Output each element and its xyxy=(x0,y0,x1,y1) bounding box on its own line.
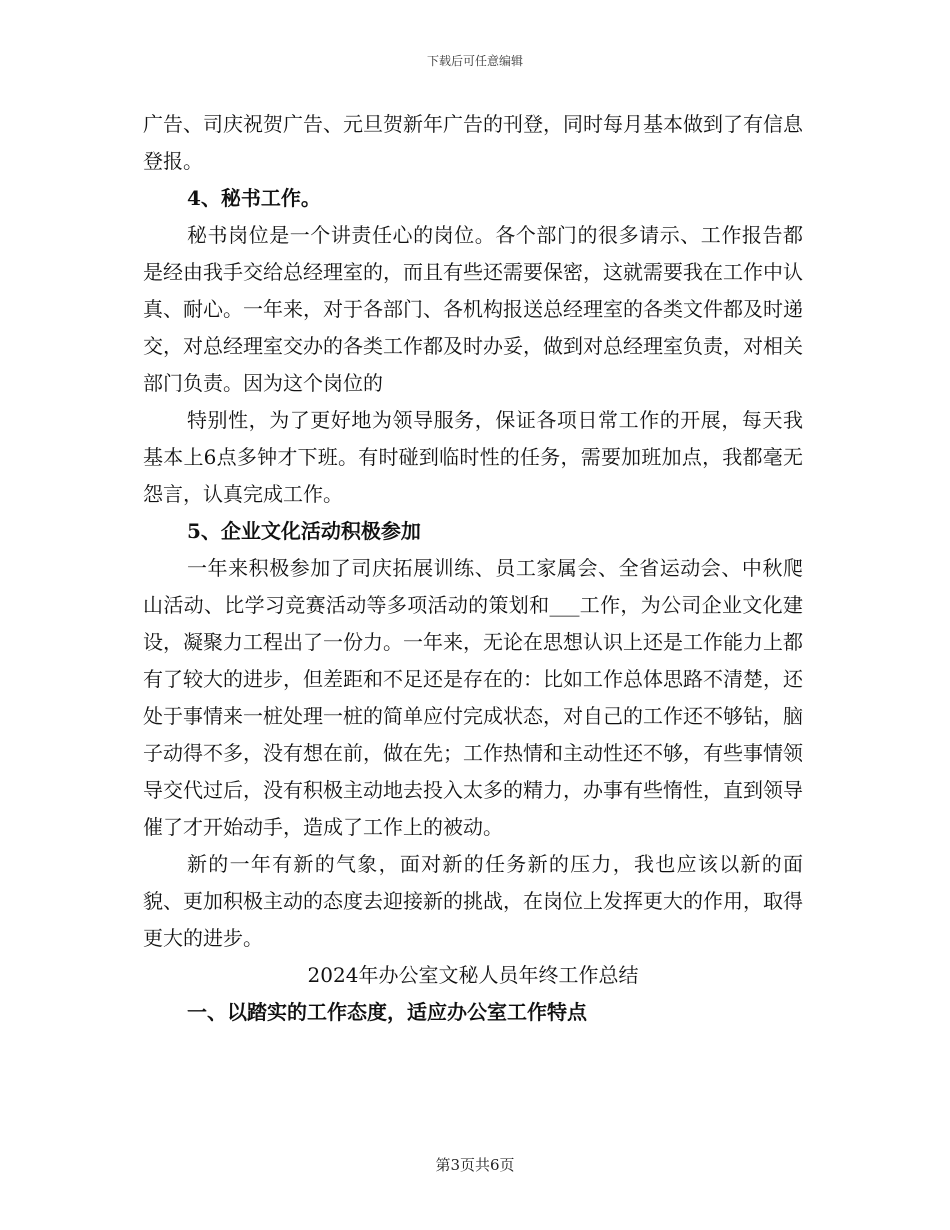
paragraph-continuation: 广告、司庆祝贺广告、元旦贺新年广告的刊登，同时每月基本做到了有信息登报。 xyxy=(143,112,803,173)
paragraph-overtime: 特别性，为了更好地为领导服务，保证各项日常工作的开展，每天我基本上6点多钟才下班。有时碰到临时性的任务，需要加班加点，我都毫无怨言，认真完成工作。 xyxy=(143,408,803,506)
paragraph-culture-activities: 一年来积极参加了司庆拓展训练、员工家属会、全省运动会、中秋爬山活动、比学习竞赛活动等多项活动的策划和___工作，为公司企业文化建设，凝聚力工程出了一份力。一年来，无论在思想认识上还是工作能力上都有了较大的进步，但差距和不足还是存在的：比如工作总体思路不清楚，还处于事情来一桩处理一桩的简单应付完成状态，对自己的工作还不够钻，脑子动得不多，没有想在前，做在先；工作热情和主动性还不够，有些事情领导交代过后，没有积极主动地去投入太多的精力，办事有些惰性，直到领导催了才开始动手，造成了工作上的被动。 xyxy=(143,556,803,839)
section-heading-culture: 5、企业文化活动积极参加 xyxy=(187,519,421,543)
document-body xyxy=(143,106,803,1031)
paragraph-secretary-duties: 秘书岗位是一个讲责任心的岗位。各个部门的很多请示、工作报告都是经由我手交给总经理室的，而且有些还需要保密，这就需要我在工作中认真、耐心。一年来，对于各部门、各机构报送总经理室的各类文件都及时递交，对总经理室交办的各类工作都及时办妥，做到对总经理室负责，对相关部门负责。因为这个岗位的 xyxy=(143,223,803,395)
page-header: 下载后可任意编辑 xyxy=(426,54,523,68)
document-title: 2024年办公室文秘人员年终工作总结 xyxy=(307,963,639,987)
paragraph-new-year: 新的一年有新的气象，面对新的任务新的压力，我也应该以新的面貌、更加积极主动的态度去迎接新的挑战，在岗位上发挥更大的作用，取得更大的进步。 xyxy=(143,852,803,950)
page-number: 第3页共6页 xyxy=(435,1156,515,1174)
section-heading-secretary: 4、秘书工作。 xyxy=(187,186,321,210)
section-heading-attitude: 一、以踏实的工作态度，适应办公室工作特点 xyxy=(187,1000,587,1024)
